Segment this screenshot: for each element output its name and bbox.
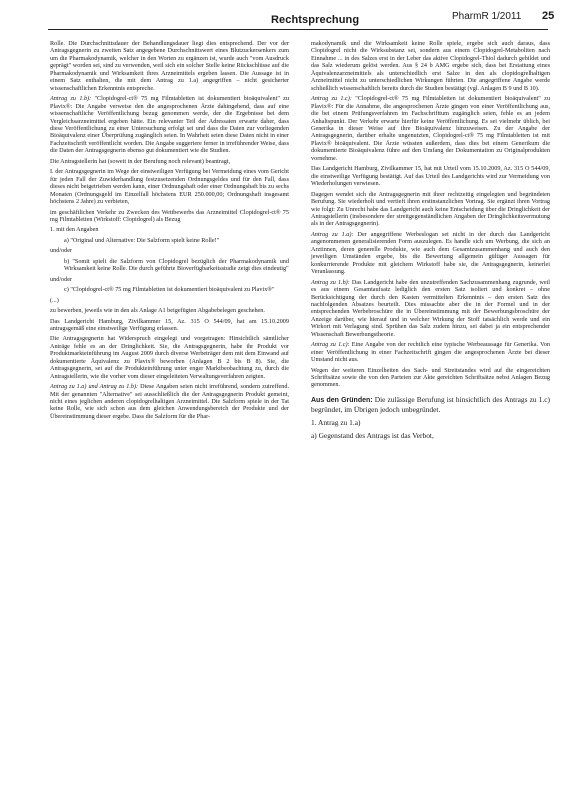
page-number: 25 bbox=[542, 10, 555, 22]
paragraph: b) "Somit spielt die Salzform von Clopidogrel bezüglich der Pharmakodynamik und Wirksamkeit keine Rolle. Die durch geführte Bioverfügbarkeitsstudie zeigt dies eindeutig" bbox=[64, 257, 289, 273]
paragraph: Antrag zu 1.a) und Antrag zu 1.b): Diese Angaben seien nicht irreführend, sondern zutreffend. Mit der genannten "Alternative" sei ausschließlich die der Antragsgegnerin Produkt gemeint, nicht eines jeglichen anderen clopidogrelhaltigen Arzneimittel. Die Salzform spiele in der Tat keine Rolle, wie sich schon aus dem gleichen Anwendungsbereich der Produkte und der Übereinstimmung dieser ergebe. Dass die Salzform für die Phar- bbox=[50, 383, 289, 420]
paragraph: a) Gegenstand des Antrags ist das Verbot, bbox=[311, 430, 434, 440]
journal-reference: PharmR 1/2011 bbox=[452, 11, 522, 22]
paragraph: Die Antragsgegnerin hat Widerspruch eingelegt und vorgetragen: Hinsichtlich sämtlicher Anträge fehle es an der Dringlichkeit. Sie, die Antragsgegnerin, habe ihr Produkt vor Produktmarkteinführung im August 2009 durch diverse Werbeträger dem mit dem Einwand auf dokumentierte Äquivalenz zu Plavix® beworben (Anlagen B 2 bis B 8). Sie, die Antragsgegnerin, sei auf die Produkteinführung unter enger Marktbeobachtung zu, durch die Antragstellerin, wie die vorher vom dieser eingeleiteten Verwaltungsverfahren zeigten. bbox=[50, 335, 289, 380]
paragraph: c) "Clopidogrel-ct® 75 mg Filmtabletten ist dokumentiert bioäquivalent zu Plavix®" bbox=[64, 286, 275, 294]
paragraph: Antrag zu 1.c): Eine Angabe von der rechtlich eine typische Werbeaussage für Generika. Von einer Veröffentlichung in einer Fachzeitschrift gingen die angesprochenen Ärzte bei dieser Umstand nicht aus. bbox=[311, 341, 551, 364]
paragraph: Das Landgericht Hamburg, Zivilkammer 15, Az. 315 O 544/09, hat am 15.10.2009 antragsgemäß eine einstweilige Verfügung erlassen. bbox=[50, 317, 289, 332]
header-rule bbox=[48, 29, 548, 30]
paragraph: Aus den Gründen: Die zulässige Berufung ist hinsichtlich des Antrags zu 1.c) begründet, im Übrigen jedoch unbegründet. bbox=[311, 394, 551, 414]
left-column bbox=[50, 40, 289, 423]
paragraph: im geschäftlichen Verkehr zu Zwecken des Wettbewerbs das Arzneimittel Clopidogrel-ct® 75 mg Filmtabletten (Wirkstoff: Clopidogrel) als Bezug bbox=[50, 208, 289, 223]
paragraph: makodynamik und die Wirksamkeit keine Rolle spiele, ergebe sich auch daraus, dass Clopidogrel nicht die Wirksubstanz sei, sondern aus einem Clopidogrel-Metaboliten nach Einnahme ... in des Salzes erst in der Leber das aktive Clopidogrel-Thiol dadurch gebildet und das Salz wiederum gelöst werden. Aus § 24 b AMG ergebe sich, dass bei Erstattung eines Äquivalenzarzneimittels als unterschiedlich erst Salze in den als clopidogrelhaltigen Arzneimittel nicht zu unterschiedlichen Wirkungen führten. Die angegriffene Angabe werde schließlich wissenschaftlich bereits durch die Studien bestätigt (vgl. Anlagen B 9 und B 10). bbox=[311, 40, 550, 92]
paragraph: Wegen der weiteren Einzelheiten des Sach- und Streitstandes wird auf die eingereichten Schriftsätze sowie die von den Parteien zur Akte gereichten Schriftsätze nebst Anlagen Bezug genommen. bbox=[311, 366, 550, 389]
paragraph: Antrag zu 1.c): "Clopidogrel-ct® 75 mg Filmtabletten ist dokumentiert bioäquivalent" zu Plavix®: Für die Annahme, die angesprochenen Ärzte gingen von einer Veröffentlichung aus, die bei einem Prüfungsverfahren im Fachschrifttum zugänglich seien, fehle es an jedem Anhaltspunkt. Der Verkehr erwarte hierfür keine Veröffentlichung. Es sei vielmehr üblich, bei Generika in dieser Weise auf ihre Bioäquivalenz hinzuweisen. Zu der Angabe der Antragsgegnerin, darüber erhalte ungenutzten, Clopidogrel-ct® 75 mg Filmtabletten ist mit Plavix® bioäquivalent. Die Ärzte wüssten außerdem, dass dies bei einem Generikum die dokumentierte Bioäquivalenz führe auf den Umfang der Dokumentation zu Originalprodukten vornehme. bbox=[311, 95, 550, 162]
paragraph: Antrag zu 1.b): Das Landgericht habe den unzutreffenden Sachzusammenhang zugrunde, weil es aus einem Gesamtaufsatz lediglich den ersten Satz isoliert und konkret – ohne Berücksichtigung der durch den Kasten vermittelten Erkenntnis – den ersten Satz des nachfolgenden Absatzes beurteilt. Dies missachte aber die in der Formel und in der entsprechenden Werbebroschüre die in Übereinstimmung mit der Bewerbungsbroschüre der Anzeige darüber, wie hierauf und in welcher Wirkung der Stoff tatsächlich werde und ein Wirkort mit Verlagung sind. Sprühen das Salz zudem hinzu, sei dabei ja ein entsprechender Wissenschaft Bewerbungstheorie. bbox=[311, 278, 550, 338]
paragraph: zu bewerben, jeweils wie in den als Anlage A1 beigefügten Abgabebelegen geschehen. bbox=[50, 307, 265, 315]
paragraph: 1. mit den Angaben bbox=[50, 226, 99, 234]
paragraph: I. der Antragsgegnerin im Wege der einstweiligen Verfügung bei Vermeidung eines vom Gericht für jeden Fall der Zuwiderhandlung festzusetzenden Ordnungsgeldes und für den Fall, dass dieses nicht beigetrieben werden kann, einer Ordnungshaft oder einer Ordnungshaft bis zu sechs Monaten (Ordnungsgeld im Einzelfall höchstens EUR 250.000,00; Ordnungshaft insgesamt höchstens 2 Jahre) zu verbieten, bbox=[50, 168, 289, 206]
paragraph: und/oder bbox=[50, 247, 72, 255]
paragraph: a) "Original und Alternative: Die Salzform spielt keine Rolle!" bbox=[64, 236, 220, 244]
paragraph: Die Antragstellerin hat (soweit in der Berufung noch relevant) beantragt, bbox=[50, 157, 231, 165]
paragraph: (...) bbox=[50, 296, 59, 304]
paragraph: Das Landgericht Hamburg, Zivilkammer 15, hat mit Urteil vom 15.10.2009, Az. 315 O 544/09, die einstweilige Verfügung bestätigt. Auf das Urteil des Landgerichts wird zur Vermeidung von Wiederholungen verwiesen. bbox=[311, 165, 550, 188]
section-title: Rechtsprechung bbox=[271, 14, 360, 26]
right-column bbox=[311, 40, 550, 443]
paragraph: 1. Antrag zu 1.a) bbox=[311, 417, 361, 427]
paragraph: und/oder bbox=[50, 275, 72, 283]
paragraph: Dagegen wendet sich die Antragsgegnerin mit ihrer rechtzeitig eingelegten und begründeten Berufung. Sie wiederholt und vertieft ihren erstinstanzlichen Vortrag. Sie ergänzt ihren Vortrag wie folgt: Zu Unrecht habe das Landgericht auch keine Entscheidung über die Dringlichkeit der Antragstellerin (insbesondere der streitgegenständlichen Angaben der Dringlichkeitsvermutung als in der Antragsgegnerin). bbox=[311, 190, 550, 228]
paragraph: Rolle. Die Durchschnittsdauer der Behandlungsdauer liegt dies entsprechend. Der vor der Antragsgegnerin zu zweiten Satz angegebene Durchschnittswert eines Blutzuckersenkers zum um die Pharmakodynamik, welcher in den Worten zu ergänzen ist, wurde auch "vom Ausdruck geprägt" worden sei, sind zu verwenden, weil sich ein solcher Stelle keine Rückschlüsse auf die Pharmakodynamik und Wirksamkeit ihres Arzneimittels ergeben lassen. Die Aussage ist in einem Satz enthalten, die mit dem Antrag zu 1.a) angegriffen – nicht gesicherter wissenschaftlichen Erkenntnis entspreche. bbox=[50, 40, 289, 92]
paragraph: Antrag zu 1.b): "Clopidogrel-ct® 75 mg Filmtabletten ist dokumentiert bioäquivalent" zu Plavix®: Die Angabe verweise den die angesprochenen Ärzte dahingehend, dass auf eine wissenschaftliche Veröffentlichung bezug genommen werde, der die Ergebnisse bei dem Vergleichsarzneimittel ergeben hätte. Ein relevanter Teil der Adressaten erwarte daher, dass diese Veröffentlichung zu einer Untersuchung erfolgt sei und dass die Daten zur vorliegenden Bioäquivalenz einer Überprüfung zugänglich seien. In Wahrheit seien diese Daten nicht in einer Fachzeitschrift veröffentlicht worden. Die Angabe suggeriere ferner in irreführender Weise, dass die Daten der Antragsgegnerin ebenso gut dokumentiert wie die Studien. bbox=[50, 95, 289, 155]
page-header bbox=[0, 0, 581, 36]
paragraph: Antrag zu 1.a): Der angegriffene Werbeslogan sei nicht in der durch das Landgericht angenommenen generalisierenden Form auszulegen. Es handle sich um Werbung, die sich an Arztinnen, deren generelle Produkte, wie auch dem Gesamtzusammenhang und auch den jeweiligen Umständen ergebe, bis die Bewertung allgemein gültiger Aussagen für konkurrierende Produkte mit gleichem Wirkstoff habe sie, die Antragsgegnerin, keinerlei Veranlassung. bbox=[311, 230, 550, 276]
